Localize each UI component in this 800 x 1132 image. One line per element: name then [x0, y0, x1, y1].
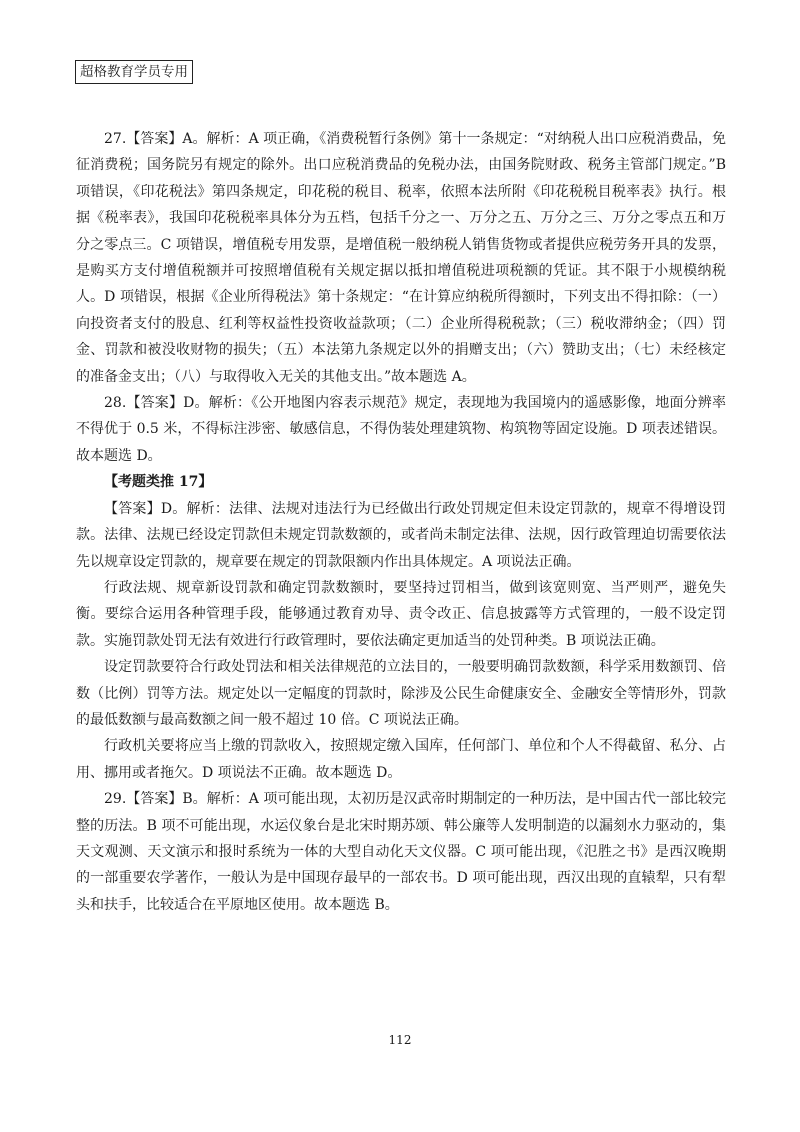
document-header-label: 超格教育学员专用: [75, 60, 193, 84]
answer-29-paragraph: 29.【答案】B。解析：A 项可能出现，太初历是汉武帝时期制定的一种历法，是中国古代一部比较完整的历法。B 项不可能出现，水运仪象台是北宋时期苏颂、韩公廉等人发明制造的以漏刻水力驱动的，集天文观测、天文演示和报时系统为一体的大型自动化天文仪器。C 项可能出现，《氾胜之书》是西汉晚期的一部重要农学著作，一般认为是中国现存最早的一部农书。D 项可能出现，西汉出现的直辕犁，只有犁头和扶手，比较适合在平原地区使用。故本题选 B。: [76, 791, 726, 913]
analogy-17-option-c-paragraph: 设定罚款要符合行政处罚法和相关法律规范的立法目的，一般要明确罚款数额，科学采用数额罚、倍数（比例）罚等方法。规定处以一定幅度的罚款时，除涉及公民生命健康安全、金融安全等情形外，罚款的最低数额与最高数额之间一般不超过 10 倍。C 项说法正确。: [76, 659, 726, 728]
analogy-17-answer-paragraph: 【答案】D。解析：法律、法规对违法行为已经做出行政处罚规定但未设定罚款的，规章不得增设罚款。法律、法规已经设定罚款但未规定罚款数额的，或者尚未制定法律、法规，因行政管理迫切需要依法先以规章设定罚款的，规章要在规定的罚款限额内作出具体规定。A 项说法正确。: [76, 500, 726, 570]
answer-28-paragraph: 28.【答案】D。解析：《公开地图内容表示规范》规定，表现地为我国境内的遥感影像，地面分辨率不得优于 0.5 米，不得标注涉密、敏感信息，不得伪装处理建筑物、构筑物等固定设施。D 项表述错误。故本题选 D。: [76, 395, 726, 464]
analogy-17-option-d-paragraph: 行政机关要将应当上缴的罚款收入，按照规定缴入国库，任何部门、单位和个人不得截留、私分、占用、挪用或者拖欠。D 项说法不正确。故本题选 D。: [76, 738, 726, 781]
analogy-17-option-b-paragraph: 行政法规、规章新设罚款和确定罚款数额时，要坚持过罚相当，做到该宽则宽、当严则严，避免失衡。要综合运用各种管理手段，能够通过教育劝导、责令改正、信息披露等方式管理的，一般不设定罚款。实施罚款处罚无法有效进行行政管理时，要依法确定更加适当的处罚种类。B 项说法正确。: [76, 579, 726, 649]
document-body: [76, 126, 726, 918]
answer-27-paragraph: 27.【答案】A。解析：A 项正确，《消费税暂行条例》第十一条规定：“对纳税人出口应税消费品，免征消费税；国务院另有规定的除外。出口应税消费品的免税办法，由国务院财政、税务主管部门规定。”B 项错误，《印花税法》第四条规定，印花税的税目、税率，依照本法所附《印花税税目税率表》执行。根据《税率表》，我国印花税税率具体分为五档，包括千分之一、万分之五、万分之三、万分之零点五和万分之零点三。C 项错误，增值税专用发票，是增值税一般纳税人销售货物或者提供应税劳务开具的发票，是购买方支付增值税额并可按照增值税有关规定据以抵扣增值税进项税额的凭证。其不限于小规模纳税人。D 项错误，根据《企业所得税法》第十条规定：“在计算应纳税所得额时，下列支出不得扣除：（一）向投资者支付的股息、红利等权益性投资收益款项；（二）企业所得税税款；（三）税收滞纳金；（四）罚金、罚款和被没收财物的损失；（五）本法第九条规定以外的捐赠支出；（六）赞助支出；（七）未经核定的准备金支出；（八）与取得收入无关的其他支出。”故本题选 A。: [76, 131, 726, 385]
page-number: 112: [388, 1033, 412, 1047]
section-heading: 【考题类推 17】: [104, 474, 213, 491]
